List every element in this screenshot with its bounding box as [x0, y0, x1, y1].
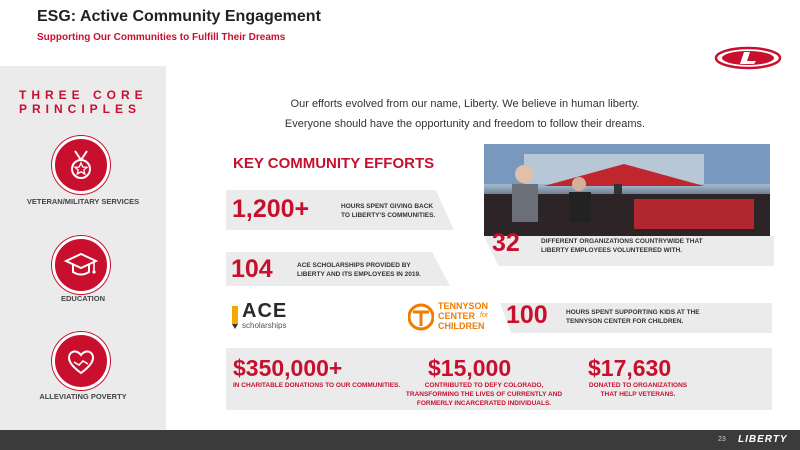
footer-brand: LIBERTY — [738, 434, 788, 445]
veterans-text-2: THAT HELP VETERANS. — [600, 391, 676, 398]
tennyson-value: 100 — [506, 301, 548, 329]
hours-value: 1,200+ — [232, 195, 310, 223]
ace-logo-subtext: scholarships — [242, 321, 287, 330]
medal-icon — [52, 136, 110, 194]
intro-line-2: Everyone should have the opportunity and freedom to follow their dreams. — [284, 118, 646, 130]
tennyson-text-1: HOURS SPENT SUPPORTING KIDS AT THE — [566, 309, 700, 316]
orgs-text-2: LIBERTY EMPLOYEES VOLUNTEERED WITH. — [541, 247, 683, 254]
liberty-logo-icon — [714, 46, 782, 70]
tennyson-emblem-icon — [408, 302, 434, 332]
tennyson-logo-line-2: CENTER — [438, 311, 476, 321]
tennyson-text-2: TENNYSON CENTER FOR CHILDREN. — [566, 318, 684, 325]
principles-title: THREE CORE PRINCIPLES — [19, 88, 148, 116]
heart-hands-icon — [52, 332, 110, 390]
defy-text-1: CONTRIBUTED TO DEFY COLORADO, — [424, 382, 544, 389]
defy-text-3: FORMERLY INCARCERATED INDIVIDUALS. — [416, 400, 552, 407]
tennyson-logo-for: for — [480, 312, 489, 319]
slide-footer — [0, 430, 800, 450]
pencil-icon — [230, 304, 240, 330]
donations-text: IN CHARITABLE DONATIONS TO OUR COMMUNITIES. — [233, 382, 401, 389]
key-efforts-title: KEY COMMUNITY EFFORTS — [233, 155, 435, 172]
principle-label-veteran: VETERAN/MILITARY SERVICES — [26, 197, 140, 206]
veterans-text-1: DONATED TO ORGANIZATIONS — [588, 382, 688, 389]
ace-scholarships-logo — [230, 300, 310, 332]
intro-text — [240, 94, 690, 134]
slide-title: ESG: Active Community Engagement — [37, 8, 321, 25]
hours-text-2: TO LIBERTY'S COMMUNITIES. — [341, 212, 436, 219]
graduation-cap-icon — [52, 236, 110, 294]
ace-logo-text: ACE — [242, 300, 288, 322]
hours-text-1: HOURS SPENT GIVING BACK — [341, 203, 434, 210]
defy-value: $15,000 — [428, 355, 512, 381]
veterans-value: $17,630 — [588, 355, 672, 381]
slide-subtitle: Supporting Our Communities to Fulfill Their Dreams — [37, 32, 286, 43]
orgs-value: 32 — [492, 229, 520, 257]
slide-header — [0, 0, 800, 64]
scholarships-text-1: ACE SCHOLARSHIPS PROVIDED BY — [297, 262, 411, 269]
intro-line-1: Our efforts evolved from our name, Liberty. We believe in human liberty. — [290, 98, 640, 110]
defy-text-2: TRANSFORMING THE LIVES OF CURRENTLY AND — [405, 391, 563, 398]
principle-label-poverty: ALLEVIATING POVERTY — [39, 392, 127, 401]
tennyson-logo-line-3: CHILDREN — [438, 321, 485, 331]
orgs-text-1: DIFFERENT ORGANIZATIONS COUNTRYWIDE THAT — [541, 238, 703, 245]
scholarships-text-2: LIBERTY AND ITS EMPLOYEES IN 2019. — [297, 271, 421, 278]
scholarships-value: 104 — [231, 255, 273, 283]
tennyson-center-logo — [408, 300, 500, 334]
donations-value: $350,000+ — [233, 355, 343, 381]
core-principles-panel — [0, 66, 166, 430]
photo-illustration — [484, 144, 770, 236]
tennyson-logo-line-1: TENNYSON — [438, 301, 489, 311]
volunteer-photo — [484, 144, 770, 236]
principle-label-education: EDUCATION — [60, 294, 106, 303]
page-number: 23 — [718, 436, 726, 443]
